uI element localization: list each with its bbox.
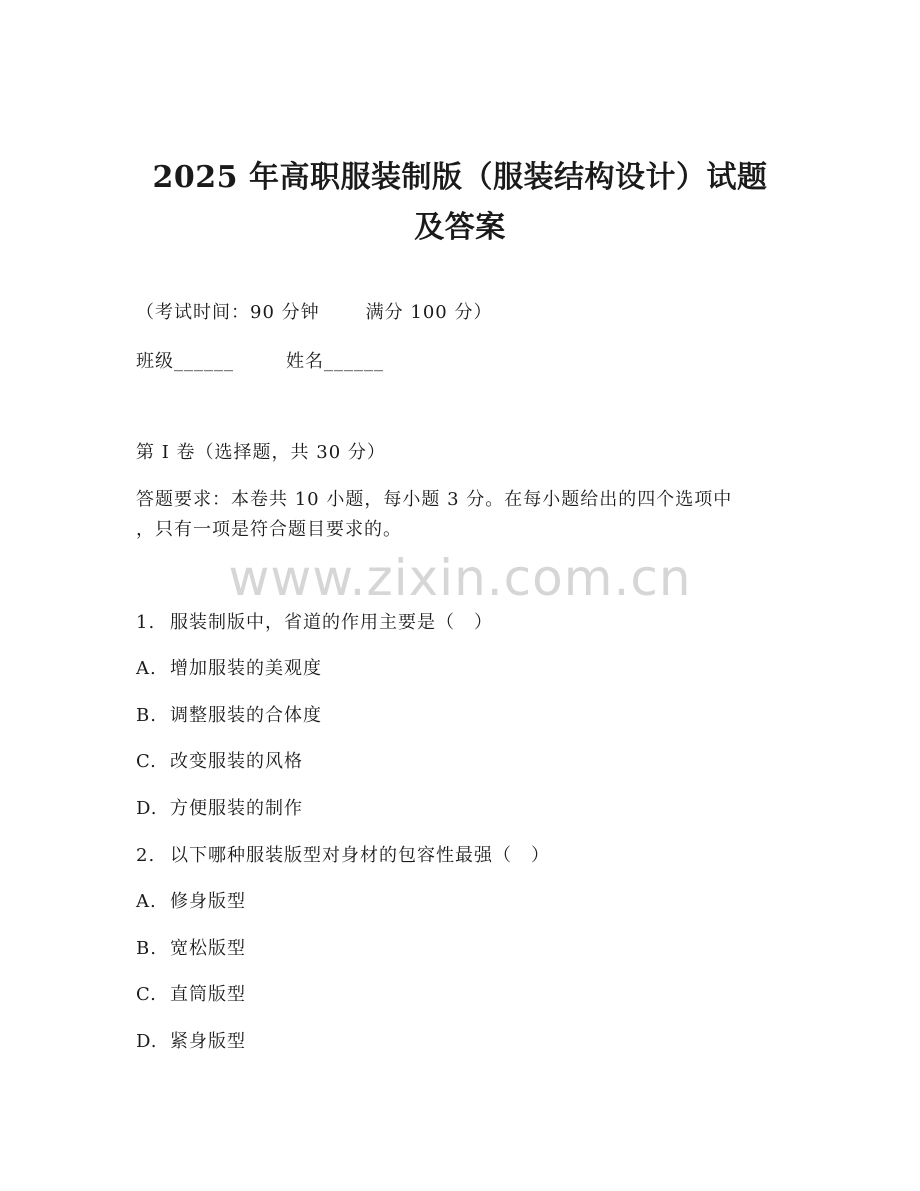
option-2c: [136, 982, 246, 1008]
option-text: 增加服装的美观度: [170, 658, 322, 679]
question-2: [136, 843, 550, 869]
name-field: 姓名______: [286, 351, 384, 372]
question-stem: 服装制版中，省道的作用主要是（ ）: [170, 612, 493, 633]
option-2a: [136, 889, 246, 915]
option-marker: D.: [136, 1031, 158, 1052]
class-field: 班级______: [136, 351, 234, 372]
option-1d: [136, 796, 303, 822]
section-heading: 第 I 卷（选择题，共 30 分）: [136, 442, 386, 463]
option-marker: B.: [136, 938, 157, 959]
option-text: 调整服装的合体度: [170, 705, 322, 726]
question-1: [136, 610, 493, 636]
document-title-line2: 及答案: [414, 210, 506, 245]
question-number: 2.: [136, 845, 156, 866]
option-text: 修身版型: [170, 891, 246, 912]
option-2b: [136, 936, 246, 962]
instructions-line1: 答题要求：本卷共 10 小题，每小题 3 分。在每小题给出的四个选项中: [136, 489, 733, 510]
option-text: 方便服装的制作: [170, 798, 303, 819]
exam-full-marks: 满分 100 分）: [365, 302, 493, 323]
option-text: 直筒版型: [170, 984, 246, 1005]
question-stem: 以下哪种服装版型对身材的包容性最强（ ）: [170, 845, 550, 866]
option-marker: A.: [136, 658, 157, 679]
option-text: 改变服装的风格: [170, 751, 303, 772]
option-marker: B.: [136, 705, 157, 726]
exam-info: [136, 300, 492, 326]
option-1a: [136, 656, 322, 682]
watermark: www.zixin.com.cn: [228, 549, 692, 607]
document-title-line1: 2025 年高职服装制版（服装结构设计）试题: [152, 160, 768, 195]
option-marker: C.: [136, 751, 157, 772]
option-1c: [136, 749, 303, 775]
option-text: 紧身版型: [170, 1031, 246, 1052]
option-text: 宽松版型: [170, 938, 246, 959]
student-fields: [136, 349, 384, 375]
option-1b: [136, 703, 322, 729]
instructions-line2: ，只有一项是符合题目要求的。: [136, 519, 402, 540]
option-marker: D.: [136, 798, 158, 819]
exam-time: （考试时间：90 分钟: [136, 302, 320, 323]
option-2d: [136, 1029, 246, 1055]
option-marker: A.: [136, 891, 157, 912]
option-marker: C.: [136, 984, 157, 1005]
question-number: 1.: [136, 612, 156, 633]
